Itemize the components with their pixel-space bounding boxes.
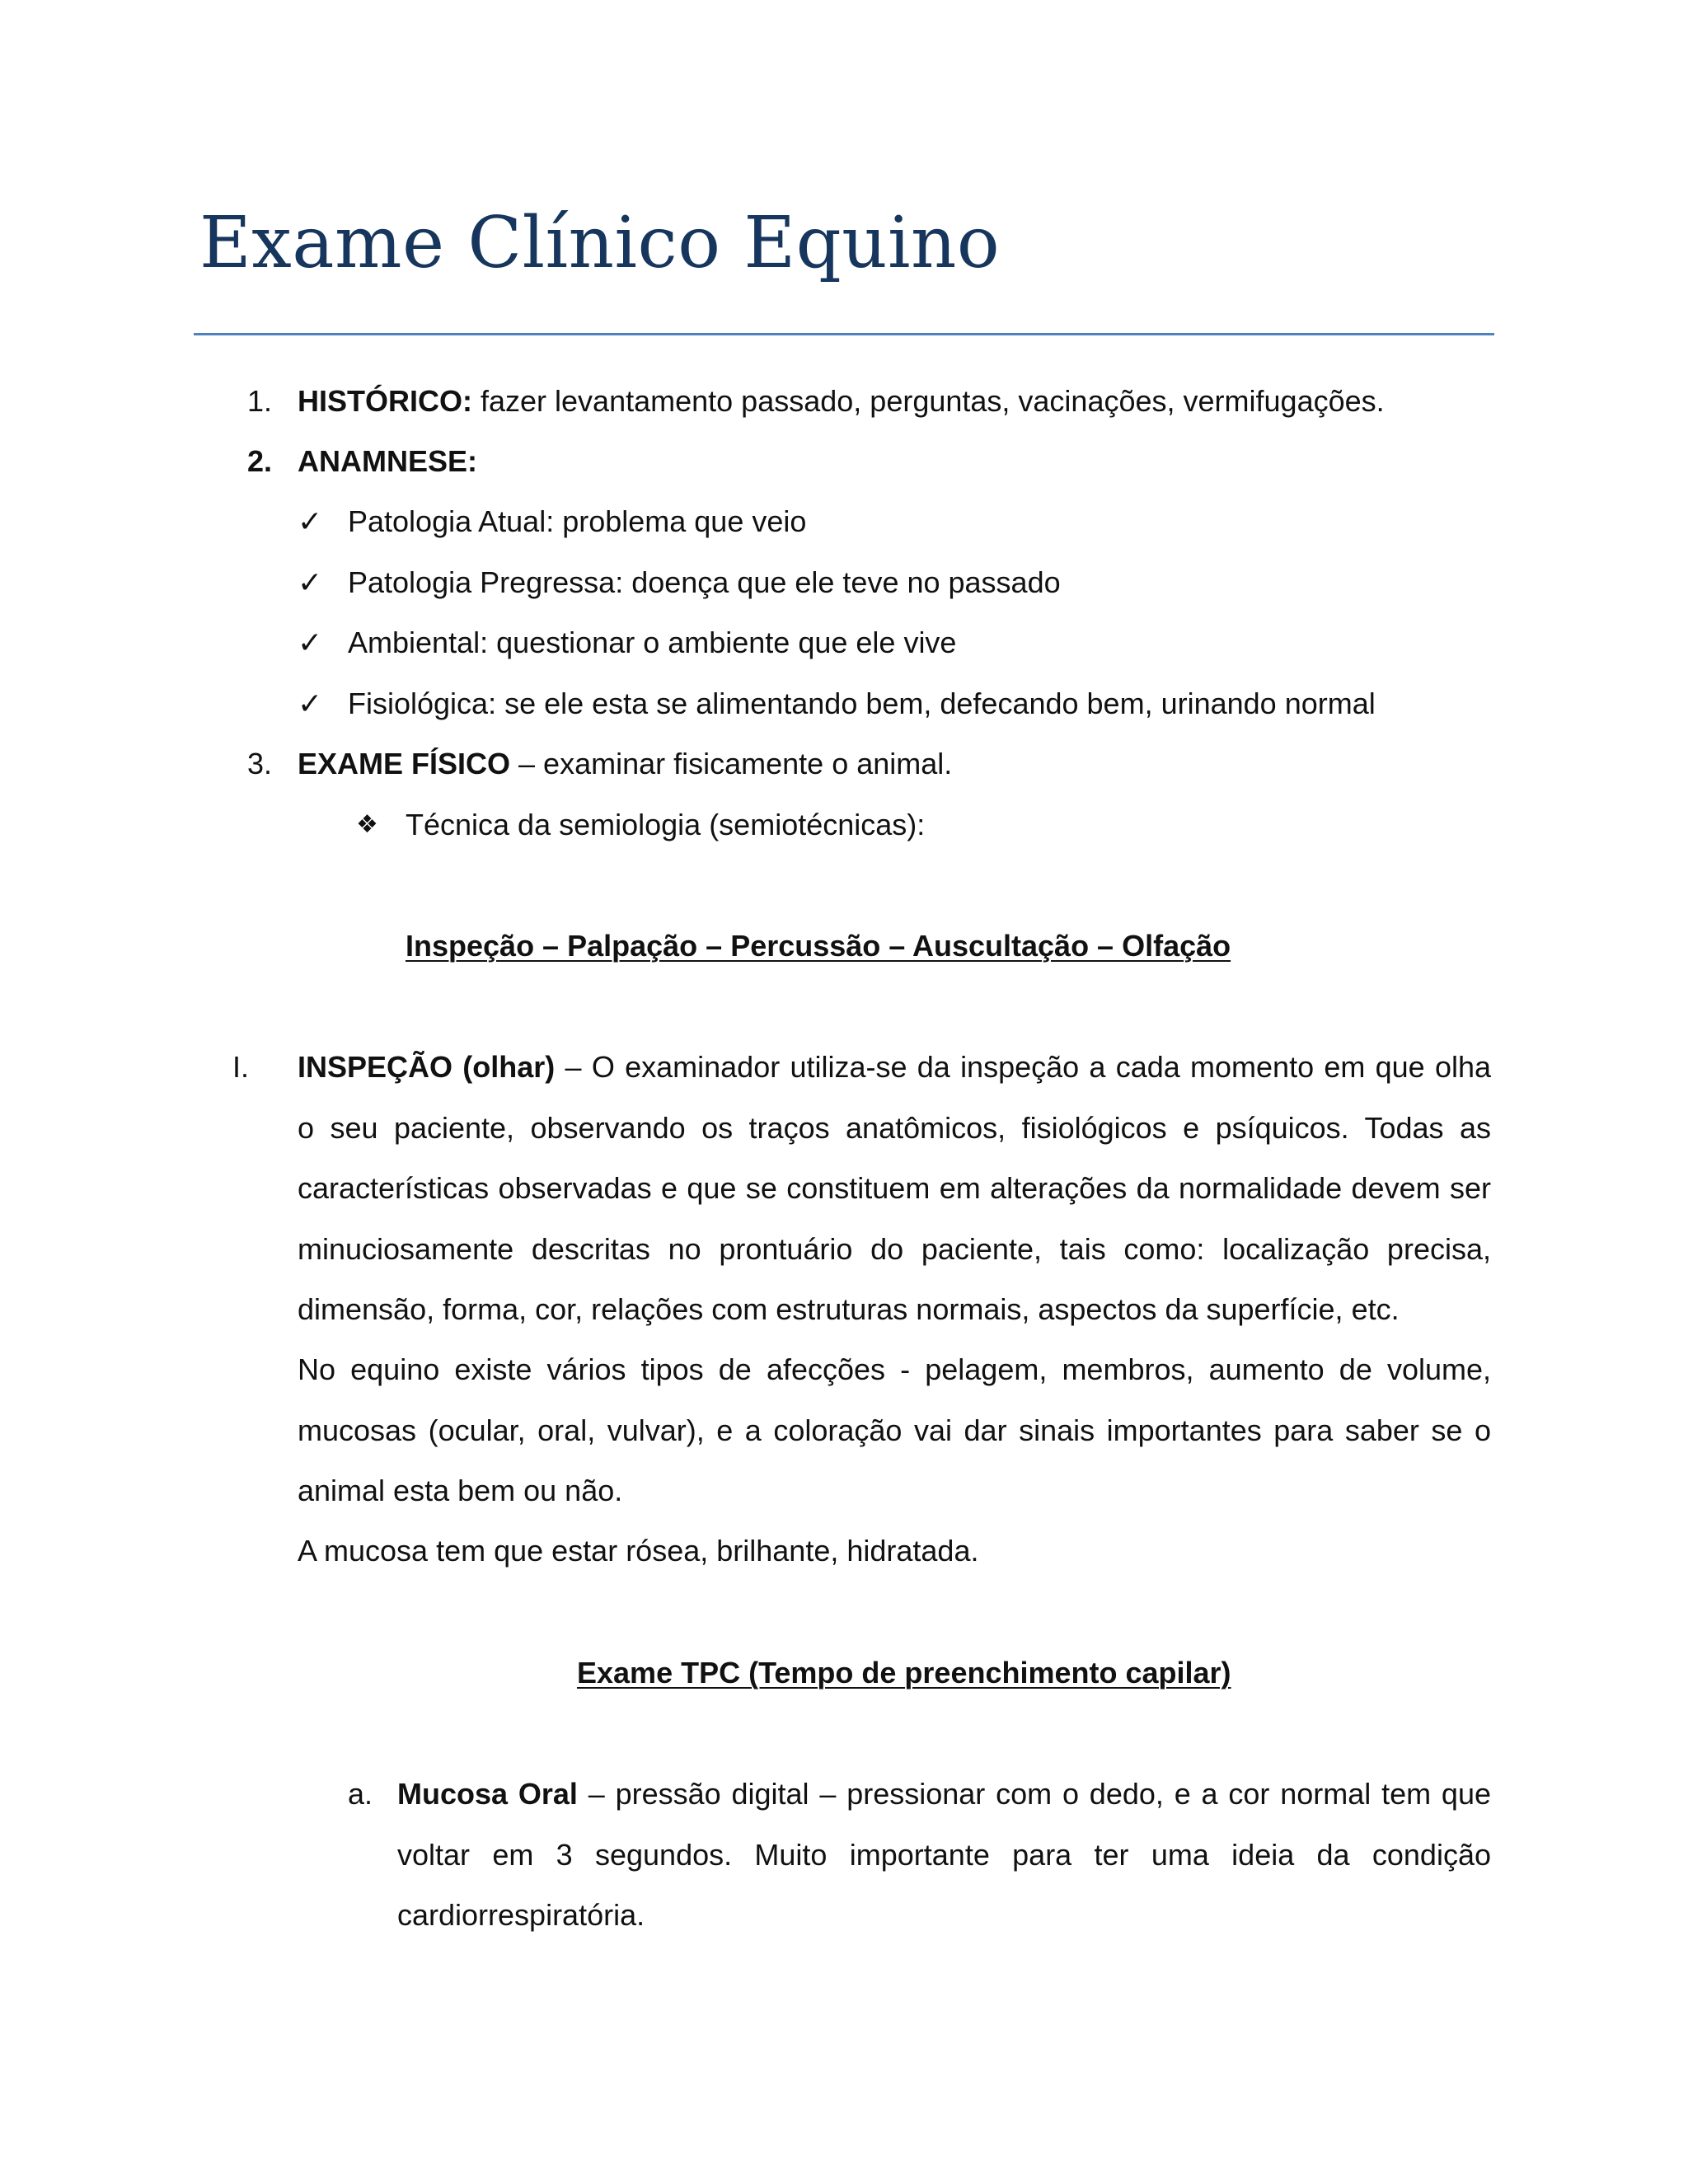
title-divider [194,333,1494,335]
mucosa-oral-paragraph [397,1764,1491,1946]
list-number: 2. [247,444,273,478]
item-label: EXAME FÍSICO [298,747,511,780]
check-mark-icon: ✓ [298,687,323,720]
check-item: Patologia Pregressa: doença que ele teve no passado [348,565,1061,599]
item-label: HISTÓRICO: [298,384,472,418]
check-item: Patologia Atual: problema que veio [348,504,807,538]
tpc-heading: Exame TPC (Tempo de preenchimento capilar) [577,1656,1231,1690]
inspecao-label: INSPEÇÃO (olhar) [298,1050,556,1084]
techniques-heading: Inspeção – Palpação – Percussão – Auscultação – Olfação [406,929,1231,963]
check-mark-icon: ✓ [298,626,323,659]
list-item-anamnese: ANAMNESE: [298,444,478,478]
four-diamond-icon: ❖ [356,811,378,838]
check-mark-icon: ✓ [298,565,323,599]
list-letter: a. [348,1777,373,1811]
roman-numeral: I. [232,1050,250,1084]
page-title: Exame Clínico Equino [199,202,1001,284]
list-number: 3. [247,747,273,780]
mucosa-oral-text: – pressão digital – pressionar com o dedo, e a cor normal tem que voltar em 3 segundos. Muito importante para ter uma ideia da condição cardiorrespiratória. [397,1777,1492,1933]
check-item: Fisiológica: se ele esta se alimentando bem, defecando bem, urinando normal [348,687,1376,720]
list-item-exame-fisico [298,745,952,783]
check-item: Ambiental: questionar o ambiente que ele vive [348,626,957,659]
inspecao-paragraph-3: A mucosa tem que estar rósea, brilhante, hidratada. [298,1534,979,1568]
inspecao-paragraph-2: No equino existe vários tipos de afecções - pelagem, membros, aumento de volume, mucosas (ocular, oral, vulvar), e a coloração vai dar sinais importantes para saber se o animal esta bem ou não. [298,1352,1491,1508]
inspecao-text: – O examinador utiliza-se da inspeção a cada momento em que olha o seu paciente, observando os traços anatômicos, fisiológicos e psíquicos. Todas as características observadas e que se constituem em alterações da normalidade devem ser minuciosamente descritas no prontuário do paciente, tais como: localização precisa, dimensão, forma, cor, relações com estruturas normais, aspectos da superfície, etc. [298,1050,1492,1327]
list-item-historico [298,382,1385,420]
item-text: – examinar fisicamente o animal. [510,747,953,780]
inspecao-paragraph [298,1037,1491,1340]
item-text: fazer levantamento passado, perguntas, vacinações, vermifugações. [472,384,1385,418]
check-mark-icon: ✓ [298,504,323,538]
mucosa-oral-label: Mucosa Oral [397,1777,578,1811]
list-number: 1. [247,384,273,418]
sub-item-tecnica: Técnica da semiologia (semiotécnicas): [406,808,926,841]
